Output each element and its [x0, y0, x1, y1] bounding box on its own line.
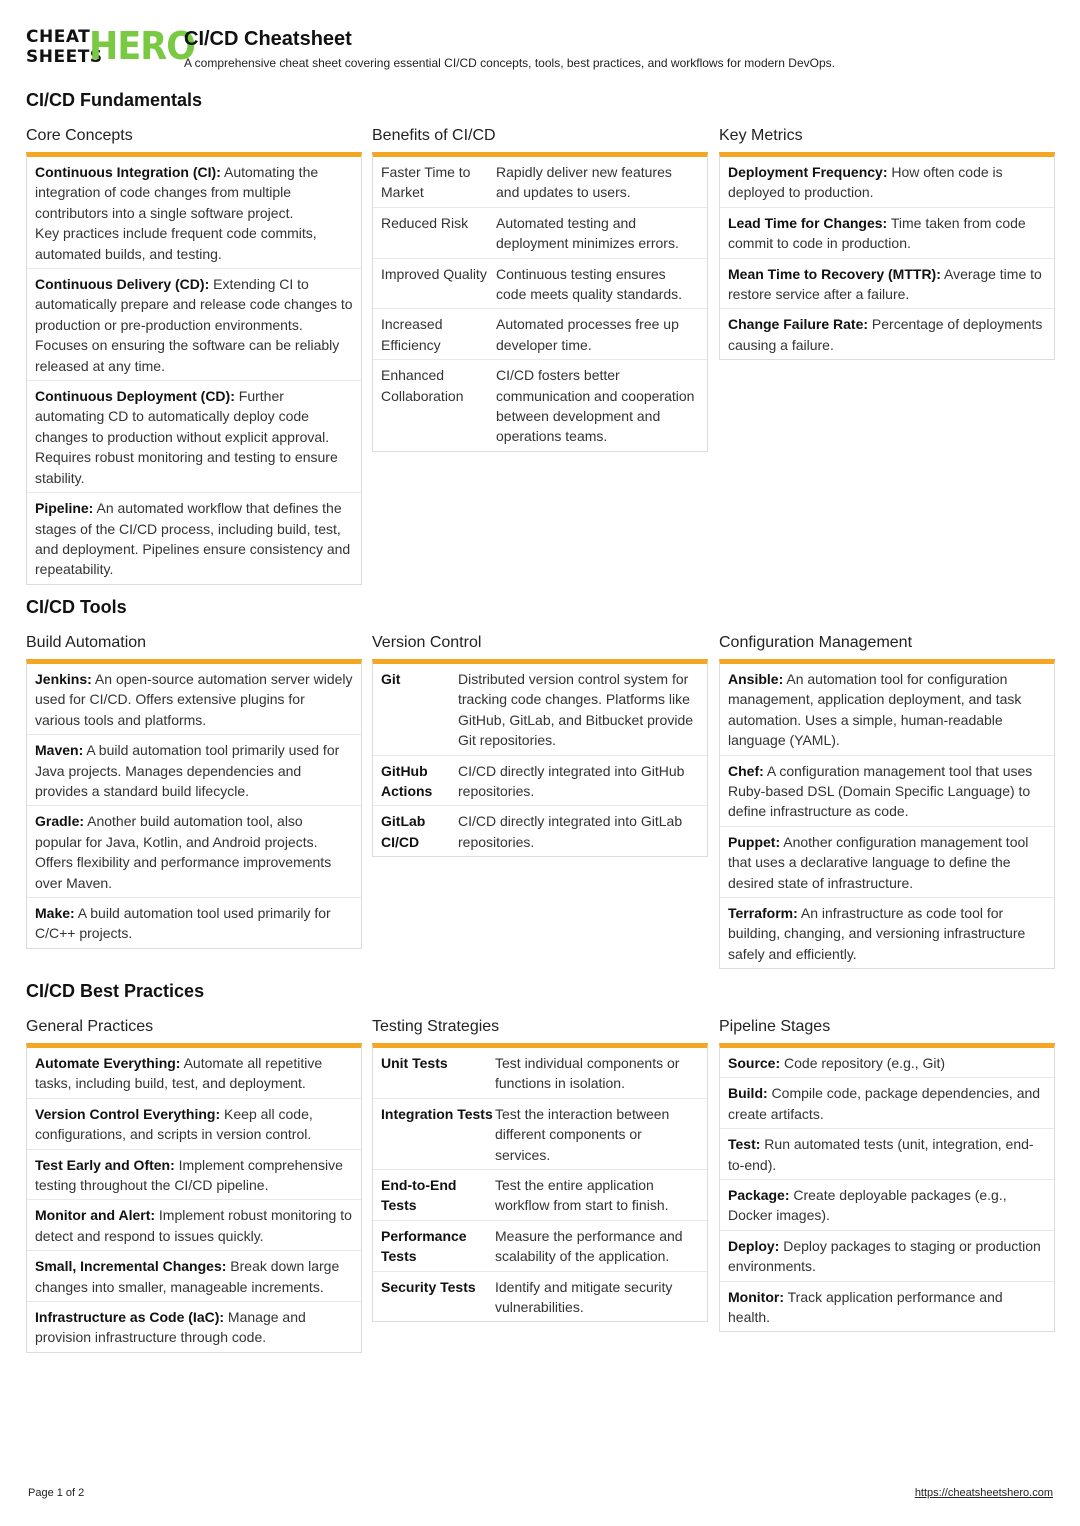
list-item [720, 898, 1054, 968]
list-item [27, 493, 361, 584]
card-title: Core Concepts [26, 127, 133, 144]
item-desc: Manage and provision infrastructure through code. [35, 1309, 306, 1346]
item-desc: An open-source automation server widely used for CI/CD. Offers extensive plugins for various tools and platforms. [35, 671, 353, 728]
item-term: Puppet: [728, 833, 781, 850]
logo-hero: HERO [89, 24, 196, 68]
item-term: Small, Incremental Changes: [35, 1258, 227, 1275]
row-value: Rapidly deliver new features and updates to users. [496, 164, 672, 201]
list-item [27, 664, 361, 735]
table-row [373, 664, 707, 756]
card-title: Version Control [372, 634, 482, 651]
page-header [26, 26, 1056, 72]
item-desc: Another configuration management tool that uses a declarative language to define the desired state of infrastructure. [728, 833, 1029, 891]
row-key: Improved Quality [381, 265, 487, 282]
list-item [27, 269, 361, 381]
list-item [27, 1251, 361, 1302]
row-key: GitHub Actions [381, 762, 433, 800]
row-key: Git [381, 671, 401, 687]
item-desc: A build automation tool primarily used for Java projects. Manages dependencies and provides a standard build lifecycle. [35, 742, 340, 800]
item-term: Gradle: [35, 813, 85, 830]
table-row [373, 1221, 707, 1272]
row-key: Faster Time to Market [381, 164, 471, 201]
item-term: Chef: [728, 762, 764, 779]
item-extra: Key practices include frequent code commits, automated builds, and testing. [35, 225, 317, 262]
item-term: Automate Everything: [35, 1055, 181, 1071]
item-desc: Compile code, package dependencies, and create artifacts. [728, 1085, 1041, 1122]
list-item [720, 1282, 1054, 1332]
site-link[interactable]: https://cheatsheetshero.com [914, 1487, 1053, 1499]
row-value: Continuous testing ensures code meets quality standards. [496, 265, 682, 303]
item-term: Continuous Delivery (CD): [35, 276, 210, 293]
item-desc: Percentage of deployments causing a failure. [728, 316, 1043, 353]
list-item [720, 664, 1054, 756]
list-item [720, 1180, 1054, 1231]
card-build-automation [26, 633, 362, 949]
list-item [27, 1200, 361, 1251]
page-number: Page 1 of 2 [28, 1487, 85, 1499]
card-body [372, 152, 708, 452]
logo-line2: SHEETS [26, 47, 103, 67]
list-item [27, 1099, 361, 1150]
item-desc: Break down large changes into smaller, manageable increments. [35, 1258, 340, 1295]
item-term: Ansible: [728, 671, 784, 687]
item-desc: Further automating CD to automatically deploy code changes to production without explicit approval. Requires robust monitoring and testing to ensure stability. [35, 388, 338, 486]
item-desc: Implement comprehensive testing throughout the CI/CD pipeline. [35, 1156, 343, 1194]
row-value: CI/CD directly integrated into GitHub repositories. [458, 762, 685, 800]
item-desc: Keep all code, configurations, and scripts in version control. [35, 1105, 313, 1143]
card-config-management [719, 633, 1055, 969]
section-title-tools: CI/CD Tools [26, 597, 127, 617]
row-value: Test the entire application workflow from start to finish. [495, 1177, 669, 1214]
row-key: Performance Tests [381, 1227, 467, 1265]
card-body [372, 659, 708, 857]
card-title: Build Automation [26, 634, 147, 651]
row-key: Integration Tests [381, 1105, 493, 1122]
item-desc: Code repository (e.g., Git) [780, 1055, 946, 1071]
card-body [26, 1043, 362, 1353]
list-item [720, 1231, 1054, 1282]
list-item [720, 259, 1054, 310]
card-title: General Practices [26, 1018, 154, 1035]
list-item [27, 1150, 361, 1201]
item-desc: Another build automation tool, also popular for Java, Kotlin, and Android projects. Offers flexibility and performance improvements over Maven. [35, 813, 332, 891]
card-title: Testing Strategies [372, 1018, 500, 1035]
item-desc: Automating the integration of code changes from multiple contributors into a single software project. [35, 164, 319, 221]
item-desc: Automate all repetitive tasks, including build, test, and deployment. [35, 1055, 323, 1092]
item-desc: Time taken from code commit to code in production. [728, 214, 1026, 252]
item-desc: An automated workflow that defines the stages of the CI/CD process, including build, test, and deployment. Pipelines ensure consistency and repeatability. [35, 500, 351, 578]
item-term: Monitor and Alert: [35, 1207, 156, 1224]
table-row [373, 309, 707, 360]
section-title-best-practices: CI/CD Best Practices [26, 981, 205, 1001]
item-term: Jenkins: [35, 671, 92, 687]
card-title: Benefits of CI/CD [372, 127, 496, 144]
card-testing-strategies [372, 1017, 708, 1322]
card-body [719, 1043, 1055, 1332]
item-term: Continuous Deployment (CD): [35, 388, 235, 405]
cheatsheetshero-logo[interactable] [26, 24, 196, 70]
row-value: Identify and mitigate security vulnerabilities. [495, 1278, 673, 1316]
list-item [27, 157, 361, 269]
list-item [27, 381, 361, 493]
item-term: Build: [728, 1085, 768, 1102]
item-term: Source: [728, 1055, 781, 1071]
item-term: Change Failure Rate: [728, 316, 869, 333]
item-term: Lead Time for Changes: [728, 214, 888, 231]
item-desc: An automation tool for configuration management, application deployment, and task automation. Uses a simple, human-readable language (YAML). [728, 671, 1022, 749]
list-item [720, 1048, 1054, 1078]
item-term: Infrastructure as Code (IaC): [35, 1309, 225, 1326]
table-row [373, 157, 707, 208]
card-body [719, 659, 1055, 969]
row-value: Automated processes free up developer time. [496, 316, 679, 353]
item-term: Make: [35, 905, 75, 922]
card-general-practices [26, 1017, 362, 1353]
card-body [372, 1043, 708, 1322]
item-term: Deploy: [728, 1237, 780, 1254]
list-item [27, 898, 361, 948]
card-version-control [372, 633, 708, 857]
card-key-metrics [719, 126, 1055, 360]
card-benefits [372, 126, 708, 452]
list-item [27, 1302, 361, 1352]
item-term: Version Control Everything: [35, 1105, 221, 1122]
item-desc: Create deployable packages (e.g., Docker images). [728, 1187, 1007, 1224]
item-term: Deployment Frequency: [728, 164, 888, 180]
card-body [719, 152, 1055, 360]
item-desc: A configuration management tool that uses Ruby-based DSL (Domain Specific Language) to define infrastructure as code. [728, 762, 1033, 820]
item-term: Continuous Integration (CI): [35, 164, 221, 180]
row-key: Increased Efficiency [381, 316, 443, 353]
card-title: Pipeline Stages [719, 1018, 831, 1035]
list-item [720, 1129, 1054, 1180]
table-row [373, 1272, 707, 1322]
table-row [373, 1048, 707, 1099]
list-item [720, 1078, 1054, 1129]
list-item [720, 756, 1054, 827]
item-desc: Run automated tests (unit, integration, end-to-end). [728, 1136, 1034, 1173]
table-row [373, 1170, 707, 1221]
list-item [27, 806, 361, 898]
row-key: Unit Tests [381, 1055, 448, 1071]
row-key: End-to-End Tests [381, 1177, 457, 1214]
row-value: Test individual components or functions in isolation. [495, 1055, 680, 1092]
page-subtitle: A comprehensive cheat sheet covering essential CI/CD concepts, tools, best practices, and workflows for modern DevOps. [184, 56, 835, 70]
table-row [373, 1099, 707, 1170]
list-item [27, 1048, 361, 1099]
row-key: GitLab CI/CD [381, 813, 426, 850]
row-key: Enhanced Collaboration [381, 367, 464, 404]
page-title: CI/CD Cheatsheet [184, 28, 352, 50]
table-row [373, 208, 707, 259]
row-value: CI/CD fosters better communication and cooperation between development and operations teams. [496, 367, 695, 445]
item-term: Test: [728, 1136, 761, 1153]
item-term: Test Early and Often: [35, 1156, 175, 1173]
table-row [373, 259, 707, 310]
row-value: Distributed version control system for tracking code changes. Platforms like GitHub, GitLab, and Bitbucket provide Git repositories. [458, 671, 694, 749]
logo-line1: CHEAT [26, 27, 91, 47]
list-item [720, 827, 1054, 898]
item-desc: Track application performance and health. [728, 1288, 1003, 1326]
item-term: Pipeline: [35, 500, 94, 517]
item-desc: How often code is deployed to production. [728, 164, 1003, 201]
item-desc: A build automation tool used primarily for C/C++ projects. [35, 905, 331, 942]
card-title: Key Metrics [719, 127, 803, 144]
list-item [720, 157, 1054, 208]
item-desc: Deploy packages to staging or production environments. [728, 1237, 1041, 1275]
row-value: CI/CD directly integrated into GitLab repositories. [458, 813, 683, 850]
list-item [720, 208, 1054, 259]
row-value: Automated testing and deployment minimizes errors. [496, 214, 679, 252]
list-item [720, 309, 1054, 359]
table-row [373, 806, 707, 856]
table-row [373, 756, 707, 807]
item-desc: Average time to restore service after a failure. [728, 265, 1042, 303]
card-body [26, 659, 362, 949]
card-core-concepts [26, 126, 362, 585]
row-value: Test the interaction between different components or services. [495, 1105, 670, 1163]
card-pipeline-stages [719, 1017, 1055, 1332]
item-desc: Implement robust monitoring to detect and respond to issues quickly. [35, 1207, 352, 1244]
row-key: Security Tests [381, 1278, 476, 1295]
item-term: Mean Time to Recovery (MTTR): [728, 265, 941, 282]
item-term: Monitor: [728, 1288, 784, 1305]
row-key: Reduced Risk [381, 214, 469, 231]
card-body [26, 152, 362, 585]
item-term: Maven: [35, 742, 84, 759]
section-title-fundamentals: CI/CD Fundamentals [26, 90, 203, 110]
card-title: Configuration Management [719, 634, 913, 651]
list-item [27, 735, 361, 806]
row-value: Measure the performance and scalability of the application. [495, 1227, 683, 1265]
item-term: Package: [728, 1187, 790, 1204]
table-row [373, 360, 707, 451]
item-term: Terraform: [728, 905, 798, 922]
item-desc: Extending CI to automatically prepare and release code changes to production or pre-production environments. Focuses on ensuring the software can be reliably released at any time. [35, 276, 353, 374]
item-desc: An infrastructure as code tool for building, changing, and versioning infrastructure safely and efficiently. [728, 905, 1026, 962]
